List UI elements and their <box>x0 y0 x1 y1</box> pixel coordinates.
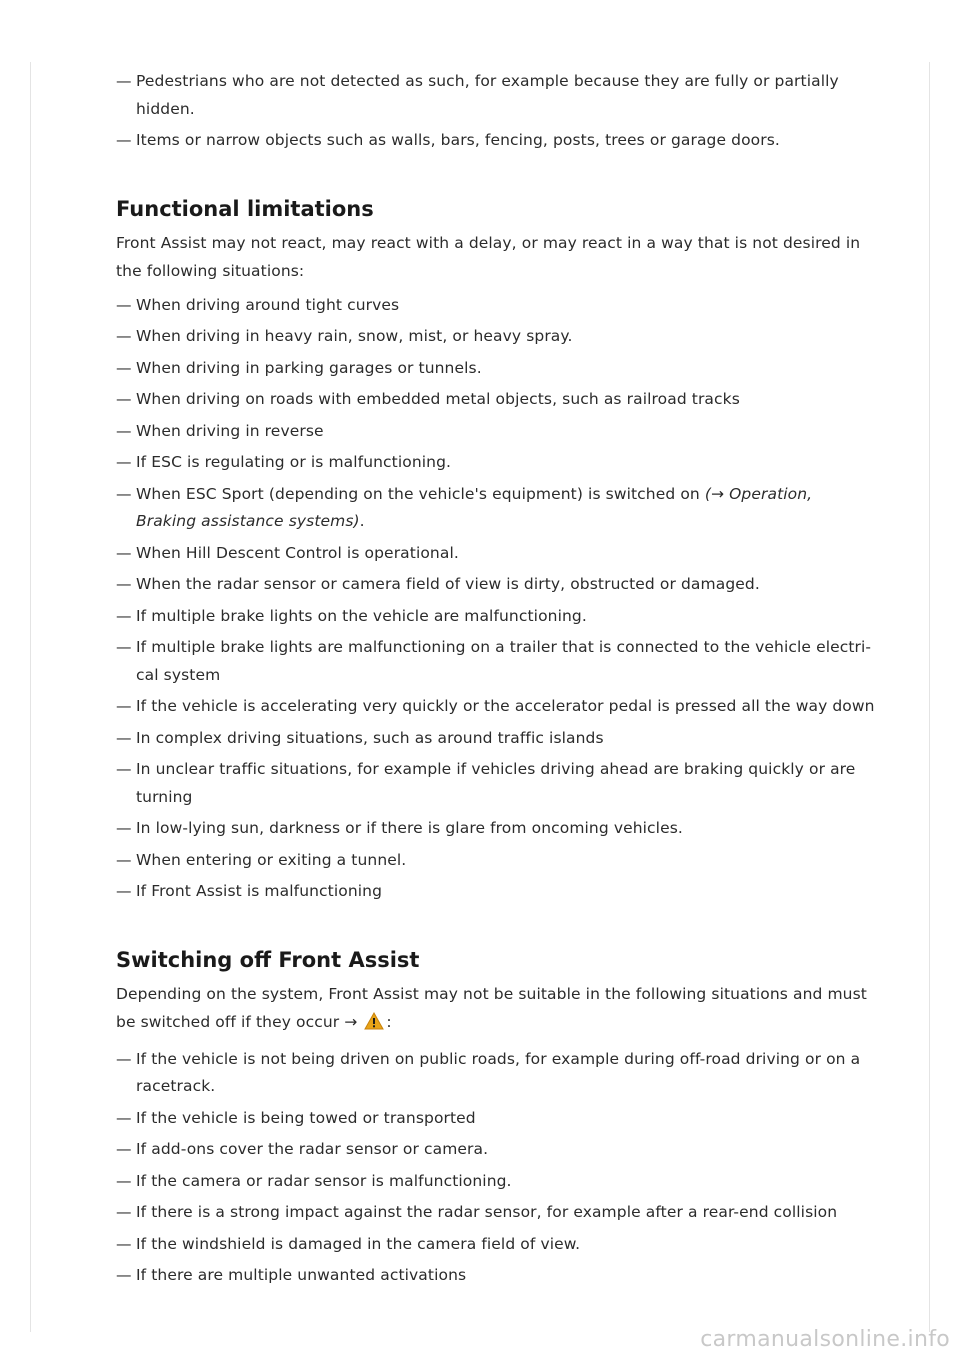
list-item-esc-sport: — When ESC Sport (depending on the vehicle's equipment) is switched on (→ Operation, Braking assistance systems). <box>116 481 876 536</box>
dash-bullet: — <box>116 1234 132 1253</box>
dash-bullet: — <box>116 358 132 377</box>
section-heading-functional-limitations: Functional limitations <box>116 196 374 221</box>
watermark-text: carmanualsonline.info <box>700 1327 950 1352</box>
dash-bullet: — <box>116 484 132 503</box>
list-item: — When driving around tight curves <box>116 292 876 320</box>
section-intro: Depending on the system, Front Assist may not be suitable in the following situations and must be switched off if they occur → : <box>116 980 876 1039</box>
list-item: — If the vehicle is not being driven on public roads, for example during off-road driving or on a racetrack. <box>116 1046 876 1101</box>
dash-bullet: — <box>116 728 132 747</box>
dash-bullet: — <box>116 131 132 149</box>
list-item: — Items or narrow objects such as walls, bars, fencing, posts, trees or garage doors. <box>116 127 876 155</box>
list-item: — In low-lying sun, darkness or if there is glare from oncoming vehicles. <box>116 815 876 843</box>
dash-bullet: — <box>116 1140 132 1158</box>
list-item: — If the vehicle is accelerating very quickly or the accelerator pedal is pressed all the way down <box>116 693 876 721</box>
list-item: — Pedestrians who are not detected as such, for example because they are fully or partially hidden. <box>116 68 876 123</box>
list-item: — When driving in reverse <box>116 418 876 446</box>
dash-bullet: — <box>116 575 132 593</box>
list-item: — When the radar sensor or camera field of view is dirty, obstructed or damaged. <box>116 571 876 599</box>
list-item: — When driving in heavy rain, snow, mist, or heavy spray. <box>116 323 876 351</box>
section-intro: Front Assist may not react, may react with a delay, or may react in a way that is not desired in the following situations: <box>116 233 861 280</box>
list-item: — When Hill Descent Control is operational. <box>116 540 876 568</box>
list-functional-limitations <box>116 292 876 906</box>
list-item: — In complex driving situations, such as around traffic islands <box>116 725 876 753</box>
dash-bullet: — <box>116 1171 132 1190</box>
list-item: — When driving in parking garages or tunnels. <box>116 355 876 383</box>
list-item: — If Front Assist is malfunctioning <box>116 878 876 906</box>
dash-bullet: — <box>116 543 132 562</box>
dash-bullet: — <box>116 1266 132 1284</box>
right-margin-rule <box>929 62 930 1332</box>
dash-bullet: — <box>116 295 132 314</box>
dash-bullet: — <box>116 453 132 471</box>
list-item: — If the camera or radar sensor is malfunctioning. <box>116 1168 876 1196</box>
warning-triangle-graphic <box>364 1012 384 1030</box>
list-item: — If there is a strong impact against the radar sensor, for example after a rear-end collision <box>116 1199 876 1227</box>
list-item: — If ESC is regulating or is malfunctioning. <box>116 449 876 477</box>
list-item: — If there are multiple unwanted activations <box>116 1262 876 1290</box>
dash-bullet: — <box>116 72 132 90</box>
list-item: — In unclear traffic situations, for example if vehicles driving ahead are braking quickly or are turning <box>116 756 876 811</box>
list-item: — If multiple brake lights are malfunctioning on a trailer that is connected to the vehicle electri- cal system <box>116 634 876 689</box>
dash-bullet: — <box>116 1108 132 1127</box>
cross-reference-link[interactable]: (→ Operation, Braking assistance systems) <box>136 484 813 530</box>
arrow-right-icon: → <box>711 484 725 503</box>
list-item: — If the windshield is damaged in the camera field of view. <box>116 1231 876 1259</box>
list-objects <box>116 68 876 155</box>
list-item: — If the vehicle is being towed or transported <box>116 1105 876 1133</box>
dash-bullet: — <box>116 1203 132 1221</box>
arrow-right-icon: → <box>344 1012 358 1031</box>
dash-bullet: — <box>116 1049 132 1068</box>
list-switch-off-situations <box>116 1046 876 1290</box>
list-item: — If multiple brake lights on the vehicle are malfunctioning. <box>116 603 876 631</box>
dash-bullet: — <box>116 850 132 869</box>
dash-bullet: — <box>116 638 132 656</box>
dash-bullet: — <box>116 390 132 408</box>
warning-triangle-icon[interactable] <box>364 1011 384 1039</box>
dash-bullet: — <box>116 819 132 837</box>
list-item: — When entering or exiting a tunnel. <box>116 847 876 875</box>
list-item: — When driving on roads with embedded metal objects, such as railroad tracks <box>116 386 876 414</box>
dash-bullet: — <box>116 327 132 345</box>
dash-bullet: — <box>116 697 132 715</box>
dash-bullet: — <box>116 421 132 440</box>
dash-bullet: — <box>116 882 132 900</box>
dash-bullet: — <box>116 760 132 778</box>
left-margin-rule <box>30 62 31 1332</box>
dash-bullet: — <box>116 606 132 625</box>
section-heading-switching-off: Switching off Front Assist <box>116 947 420 972</box>
list-item: — If add-ons cover the radar sensor or camera. <box>116 1136 876 1164</box>
manual-page-content <box>116 68 876 1294</box>
